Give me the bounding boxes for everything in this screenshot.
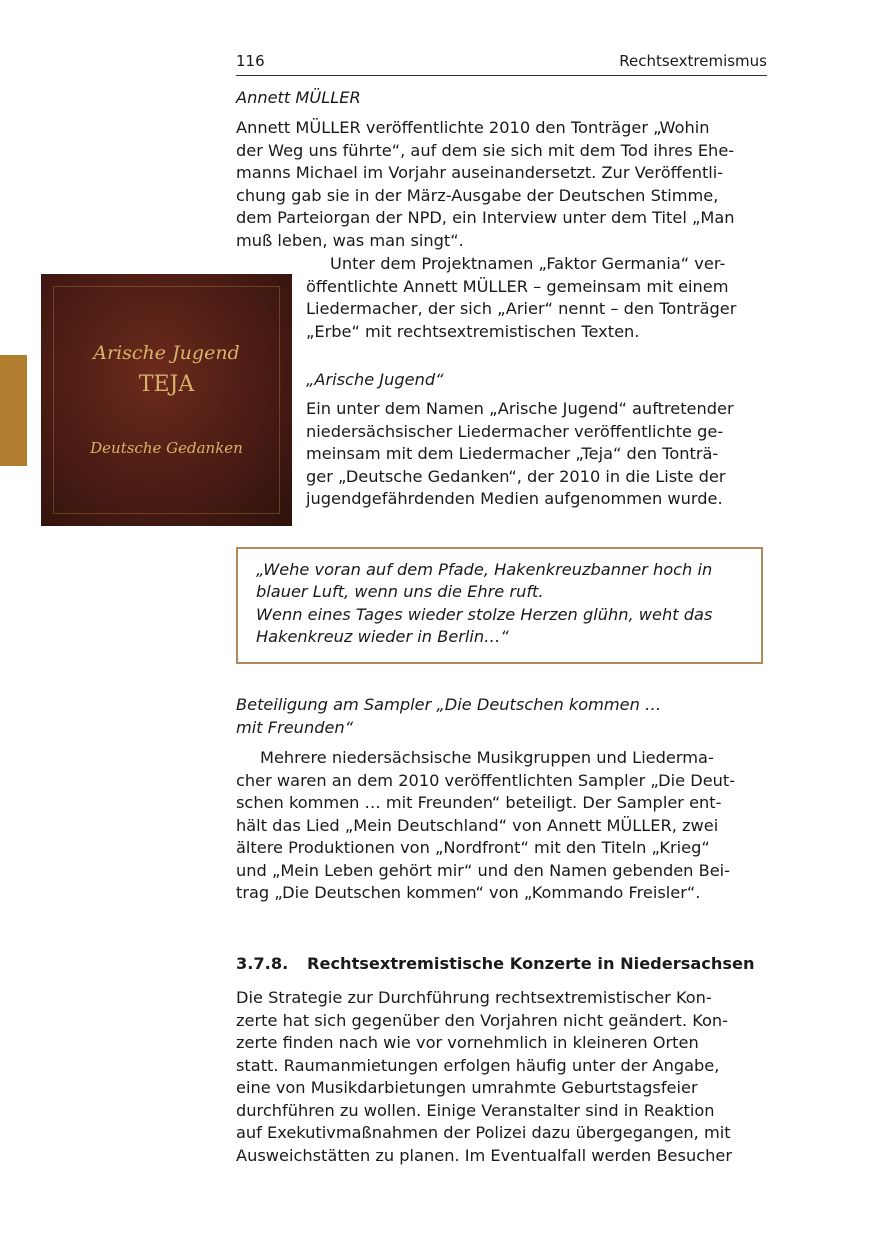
text-line: cher waren an dem 2010 veröffentlichten Sampler „Die Deut- [236,770,736,790]
cover-artist-text: Arische Jugend [93,342,240,364]
text-line: der Weg uns führte“, auf dem sie sich mit dem Tod ihres Ehe- [236,140,735,160]
paragraph-annett-mueller [236,117,767,252]
chapter-tab [0,355,27,466]
text-line: Ausweichstätten zu planen. Im Eventualfall werden Besucher [236,1145,732,1165]
section-heading-arische-jugend: „Arische Jugend“ [306,370,444,389]
text-line: trag „Die Deutschen kommen“ von „Kommando Freisler“. [236,883,701,902]
quote-line: Hakenkreuz wieder in Berlin…“ [256,627,509,646]
text-line: Ein unter dem Namen „Arische Jugend“ auftretender [306,399,734,418]
cover-teja-text: TEJA [138,372,195,397]
heading-line: Beteiligung am Sampler „Die Deutschen kommen … [236,695,662,714]
text-line: ger „Deutsche Gedanken“, der 2010 in die Liste der [306,466,726,486]
paragraph-konzerte [236,987,767,1167]
paragraph-sampler [236,747,767,905]
section-heading-annett-mueller: Annett MÜLLER [236,88,361,107]
text-line: Liedermacher, der sich „Arier“ nennt – den Tonträger [306,299,737,318]
text-line: durchführen zu wollen. Einige Veranstalter sind in Reaktion [236,1100,715,1120]
heading-line: mit Freunden“ [236,717,354,737]
text-line: zerte finden nach wie vor vornehmlich in kleineren Orten [236,1033,699,1052]
album-cover-image [41,274,292,526]
paragraph-arische-jugend [306,398,767,511]
section-number: 3.7.8. [236,954,289,973]
quote-line: Wenn eines Tages wieder stolze Herzen glühn, weht das [256,605,713,624]
quote-box [236,547,763,664]
cover-frame [53,286,280,514]
paragraph-faktor-germania [306,253,767,343]
text-line: muß leben, was man singt“. [236,230,464,250]
section-title: Rechtsextremistische Konzerte in Niedersachsen [307,954,755,973]
text-line: jugendgefährdenden Medien aufgenommen wurde. [306,489,723,508]
text-line: Annett MÜLLER veröffentlichte 2010 den Tonträger „Wohin [236,118,710,137]
header-rule [236,75,767,76]
text-line: „Erbe“ mit rechtsextremistischen Texten. [306,321,640,341]
section-heading-sampler [236,694,767,739]
text-line: niedersächsischer Liedermacher veröffentlichte ge- [306,421,724,441]
text-line: hält das Lied „Mein Deutschland“ von Annett MÜLLER, zwei [236,815,719,835]
text-line: chung gab sie in der März-Ausgabe der Deutschen Stimme, [236,185,719,205]
text-line: dem Parteiorgan der NPD, ein Interview unter dem Titel „Man [236,208,735,227]
text-line: öffentlichte Annett MÜLLER – gemeinsam mit einem [306,276,729,296]
text-line: Die Strategie zur Durchführung rechtsextremistischer Kon- [236,988,712,1007]
page-number: 116 [236,52,265,70]
text-line: meinsam mit dem Liedermacher „Teja“ den Tonträ- [306,444,719,463]
text-line: Mehrere niedersächsische Musikgruppen und Liederma- [260,748,714,767]
cover-title-text: Deutsche Gedanken [90,439,243,457]
text-line: und „Mein Leben gehört mir“ und den Namen gebenden Bei- [236,860,730,880]
text-line: Unter dem Projektnamen „Faktor Germania“ ver- [330,254,726,273]
text-line: eine von Musikdarbietungen umrahmte Geburtstagsfeier [236,1078,698,1097]
text-line: auf Exekutivmaßnahmen der Polizei dazu übergegangen, mit [236,1123,731,1142]
quote-line: „Wehe voran auf dem Pfade, Hakenkreuzbanner hoch in [256,560,713,579]
text-line: ältere Produktionen von „Nordfront“ mit den Titeln „Krieg“ [236,838,710,857]
text-line: manns Michael im Vorjahr auseinandersetzt. Zur Veröffentli- [236,163,724,182]
text-line: schen kommen … mit Freunden“ beteiligt. Der Sampler ent- [236,793,722,812]
quote-line: blauer Luft, wenn uns die Ehre ruft. [256,582,544,601]
running-title: Rechtsextremismus [619,52,767,70]
text-line: statt. Raumanmietungen erfolgen häufig unter der Angabe, [236,1055,720,1075]
text-line: zerte hat sich gegenüber den Vorjahren nicht geändert. Kon- [236,1010,729,1030]
